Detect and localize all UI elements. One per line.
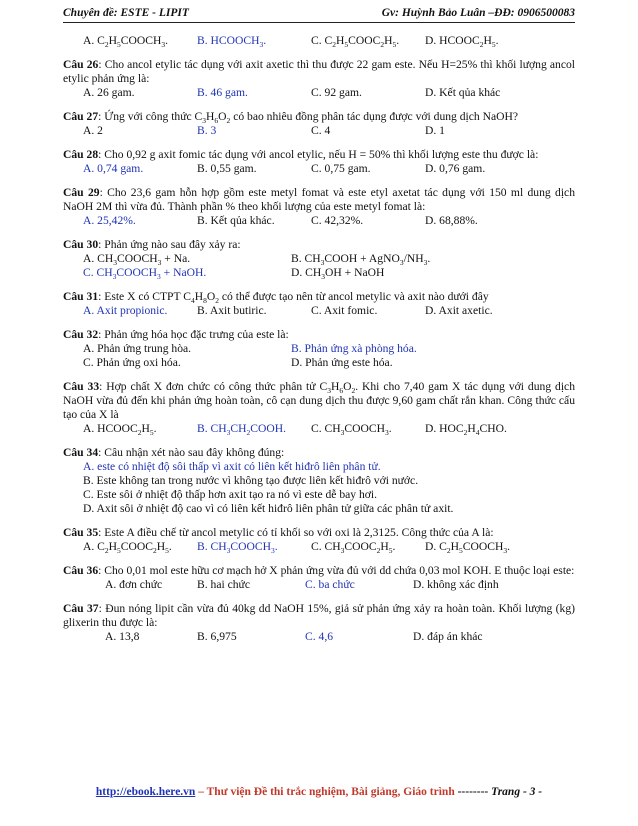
answer-option-a[interactable]: A. este có nhiệt độ sôi thấp vì axit có liên kết hiđrô liên phân tử. [83,460,381,473]
answer-option-d[interactable]: D. Phản ứng este hóa. [291,356,393,369]
question-label: Câu 26 [63,58,99,71]
header-author: Gv: Huỳnh Bảo Luân –ĐĐ: 0906500083 [381,7,575,19]
answer-option-a[interactable]: A. 13,8 [105,630,140,643]
question-label: Câu 27 [63,110,99,123]
page-number: Trang - 3 - [491,786,543,798]
answer-option-d[interactable]: D. không xác định [413,578,499,591]
answer-option-b[interactable]: B. $CH_3COOCH_3$. [197,540,278,555]
question-30 [63,238,575,280]
answer-option-a[interactable]: A. Phản ứng trung hòa. [83,342,192,355]
answer-option-d[interactable]: D. 0,76 gam. [425,162,486,175]
question-label: Câu 33 [63,380,100,393]
question-label: Câu 30 [63,238,99,251]
question-text: : Phản ứng hóa học đặc trưng của este là: [98,328,289,341]
question-text: : Cho 23,6 gam hỗn hợp gồm este metyl fomat và este etyl axetat tác dụng với 150 ml dung dịch NaOH 2M thì vừa đủ. Thành phần % theo khối lượng của este metyl fomat là: [63,186,575,213]
answer-option-c[interactable]: C. 92 gam. [311,86,362,99]
question-34 [63,446,575,516]
question-text: : Cho 0,92 g axit fomic tác dụng với ancol etylic, nếu H = 50% thì khối lượng este thu được là: [98,148,539,161]
question-35 [63,526,575,554]
answer-option-a[interactable]: A. $C_2H_5COOCH_3$. [83,34,169,49]
answer-option-c[interactable]: C. 4,6 [305,630,334,643]
answer-option-c[interactable]: C. $CH_3COOCH_3$. [311,422,392,437]
question-text: : Ứng với công thức $C_3H_6O_2$ có bao nhiêu đồng phân tác dụng được với dung dịch NaOH? [98,110,519,125]
answer-option-c[interactable]: C. 42,32%. [311,214,364,227]
answer-option-b[interactable]: B. Axit butiric. [197,304,267,317]
answer-option-c[interactable]: C. $CH_3COOC_2H_5$. [311,540,396,555]
question-label: Câu 32 [63,328,99,341]
answer-option-c[interactable]: C. 0,75 gam. [311,162,371,175]
question-label: Câu 35 [63,526,99,539]
question-text: : Cho ancol etylic tác dụng với axit axetic thì thu được 22 gam este. Nếu H=25% thì khối lượng ancol etylic phản ứng là: [63,58,575,85]
question-text: : Đun nóng lipit cần vừa đủ 40kg dd NaOH 15%, giả sử phản ứng xảy ra hoàn toàn. Khối lượng (kg) glixerin thu được là: [63,602,575,629]
question-label: Câu 29 [63,186,100,199]
answer-option-a[interactable]: A. $CH_3COOCH_3 + Na$. [83,252,191,267]
answer-option-d[interactable]: D. 68,88%. [425,214,478,227]
page-footer [0,786,638,798]
answer-option-b[interactable]: B. Kết qủa khác. [197,214,275,227]
question-31 [63,290,575,318]
answer-option-c[interactable]: C. Phản ứng oxi hóa. [83,356,181,369]
answer-option-b[interactable]: B. 46 gam. [197,86,248,99]
footer-separator: – [195,786,207,798]
answer-option-d[interactable]: D. $HCOOC_2H_5$. [425,34,499,49]
answer-option-c[interactable]: C. $CH_3COOCH_3$ + NaOH. [83,266,207,281]
question-text: : Câu nhận xét nào sau đây không đúng: [98,446,285,459]
question-28 [63,148,575,176]
question-36 [63,564,575,592]
answer-option-d[interactable]: D. $CH_3OH$ + NaOH [291,266,385,281]
answer-option-a[interactable]: A. 25,42%. [83,214,136,227]
answer-option-a[interactable]: A. $HCOOC_2H_5$. [83,422,157,437]
question-27 [63,110,575,138]
footer-library-text: Thư viện Đề thi trắc nghiệm, Bài giảng, Giáo trình [206,786,455,798]
answer-option-d[interactable]: D. $C_2H_5COOCH_3$. [425,540,511,555]
answer-option-a[interactable]: A. 0,74 gam. [83,162,144,175]
question-label: Câu 31 [63,290,99,303]
question-33 [63,380,575,436]
answer-option-c[interactable]: C. 4 [311,124,331,137]
question-26 [63,58,575,100]
answer-option-b[interactable]: B. 3 [197,124,217,137]
answer-option-a[interactable]: A. 26 gam. [83,86,135,99]
question-text: : Este A điều chế từ ancol metylic có tỉ khối so với oxi là 2,3125. Công thức của A là: [98,526,494,539]
answer-option-c[interactable]: C. Este sôi ở nhiệt độ thấp hơn axit tạo ra nó vì este dễ bay hơi. [83,488,378,501]
question-text: : Este X có CTPT $C_4H_8O_2$ có thể được tạo nên từ ancol metylic và axit nào dưới đây [98,290,489,305]
question-37 [63,602,575,644]
answer-option-b[interactable]: B. $CH_3CH_2COOH$. [197,422,286,437]
answer-option-a[interactable]: A. $C_2H_5COOC_2H_5$. [83,540,172,555]
question-list [63,34,575,654]
question-label: Câu 34 [63,446,99,459]
answer-option-b[interactable]: B. $HCOOCH_3$. [197,34,267,49]
answer-option-a[interactable]: A. 2 [83,124,103,137]
page-header [63,6,575,23]
question-text: : Hợp chất X đơn chức có công thức phân tử $C_3H_6O_2$. Khi cho 7,40 gam X tác dụng với dung dịch NaOH vừa đủ đến khi phản ứng hoàn toàn, cô cạn dung dịch thu được 9,60 gam chất rắn khan. Công thức cấu tạo của X là [63,380,575,421]
answer-option-b[interactable]: B. Phản ứng xà phòng hóa. [291,342,417,355]
answer-option-b[interactable]: B. hai chức [197,578,250,591]
answer-option-b[interactable]: B. 6,975 [197,630,237,643]
answer-option-d[interactable]: D. Axit axetic. [425,304,493,317]
answer-option-b[interactable]: B. 0,55 gam. [197,162,257,175]
answer-option-d[interactable]: D. Axit sôi ở nhiệt độ cao vì có liên kết hiđrô liên phân tử giữa các phân tử axit. [83,502,454,515]
answer-option-a[interactable]: A. đơn chức [105,578,163,591]
header-topic: Chuyên đề: ESTE - LIPIT [63,7,189,19]
answer-option-c[interactable]: C. $C_2H_5COOC_2H_5$. [311,34,400,49]
answer-option-c[interactable]: C. Axit fomic. [311,304,378,317]
question-label: Câu 28 [63,148,99,161]
question-25-options [63,34,575,48]
answer-option-b[interactable]: B. $CH_3COOH$ + $AgNO_3/NH_3$. [291,252,431,267]
answer-option-d[interactable]: D. đáp án khác [413,630,483,643]
question-text: : Phản ứng nào sau đây xảy ra: [98,238,241,251]
answer-option-a[interactable]: A. Axit propionic. [83,304,168,317]
answer-option-d[interactable]: D. Kết qủa khác [425,86,501,99]
answer-option-d[interactable]: D. 1 [425,124,445,137]
question-label: Câu 37 [63,602,99,615]
question-label: Câu 36 [63,564,99,577]
footer-link[interactable]: http://ebook.here.vn [95,786,196,798]
question-32 [63,328,575,370]
answer-option-d[interactable]: D. $HOC_2H_4CHO$. [425,422,507,437]
footer-dashes: -------- [454,786,492,798]
question-29 [63,186,575,228]
question-text: : Cho 0,01 mol este hữu cơ mạch hở X phản ứng vừa đủ với dd chứa 0,03 mol KOH. E thuộc loại este: [98,564,575,577]
answer-option-b[interactable]: B. Este không tan trong nước vì không tạo được liên kết hiđrô với nước. [83,474,419,487]
answer-option-c[interactable]: C. ba chức [305,578,355,591]
